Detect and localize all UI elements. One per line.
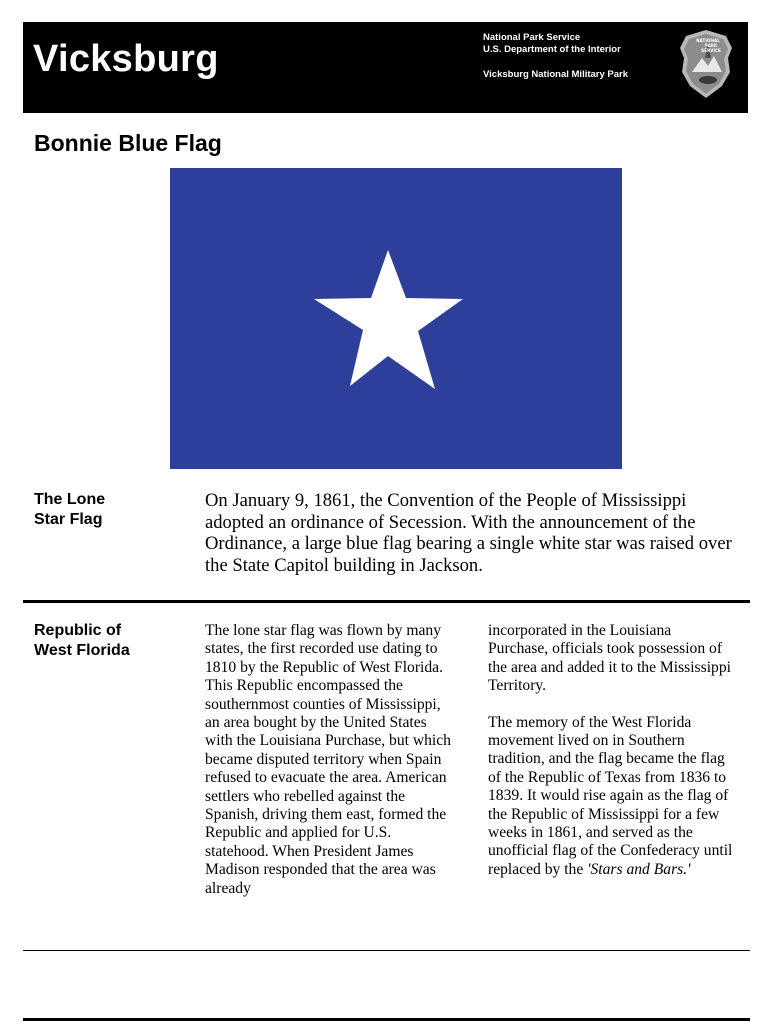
agency-line-nps: National Park Service (483, 32, 581, 43)
page-title: Bonnie Blue Flag (34, 130, 222, 156)
body-paragraph (488, 714, 733, 880)
logo-text-park: PARK (704, 43, 718, 48)
section-divider-thin (23, 950, 750, 951)
logo-text-service: SERVICE (701, 48, 721, 53)
body-column-left (205, 622, 455, 916)
italic-flag-name: 'Stars and Bars.' (587, 860, 691, 878)
flag-star (314, 250, 463, 389)
body-text: The memory of the West Florida movement lived on in Southern tradition, and the flag became the flag of the Republic of Texas from 1836 to 1839. It would rise again as the flag of the Republic of Mississippi for a few weeks in 1861, and served as the unofficial flag of the Confederacy until replaced by the (488, 713, 733, 878)
agency-block (483, 32, 628, 81)
section-heading-line: Republic of (34, 622, 122, 639)
lead-paragraph: On January 9, 1861, the Convention of the People of Mississippi adopted an ordinance of Secession. With the announcement of the Ordinance, a large blue flag bearing a single white star was raised over the State Capitol building in Jackson. (205, 490, 732, 577)
footer-divider (23, 1018, 750, 1021)
agency-line-doi: U.S. Department of the Interior (483, 44, 621, 55)
nps-arrowhead-icon (678, 28, 734, 100)
body-column-right (488, 622, 733, 897)
header-banner (23, 22, 748, 113)
logo-text-national: NATIONAL (696, 38, 720, 43)
section-divider (23, 600, 750, 603)
park-name: Vicksburg National Military Park (483, 69, 629, 80)
section-heading-line: The Lone (34, 491, 106, 508)
body-paragraph: incorporated in the Louisiana Purchase, officials took possession of the area and added it to the Mississippi Territory. (488, 622, 731, 695)
park-title: Vicksburg (33, 38, 219, 80)
section-heading-west-florida (34, 621, 154, 661)
section-heading-lone-star (34, 490, 154, 530)
section-heading-line: West Florida (34, 642, 130, 659)
bonnie-blue-flag-image (170, 168, 622, 469)
section-heading-line: Star Flag (34, 511, 103, 528)
body-paragraph: The lone star flag was flown by many states, the first recorded use dating to 1810 by the Republic of West Florida. This Republic encompassed the southernmost counties of Mississippi, an area bought by the United States with the Louisiana Purchase, but which became disputed territory when Spain refused to evacuate the area. American settlers who rebelled against the Spanish, driving them east, formed the Republic and applied for U.S. statehood. When President James Madison responded that the area was already (205, 622, 451, 897)
